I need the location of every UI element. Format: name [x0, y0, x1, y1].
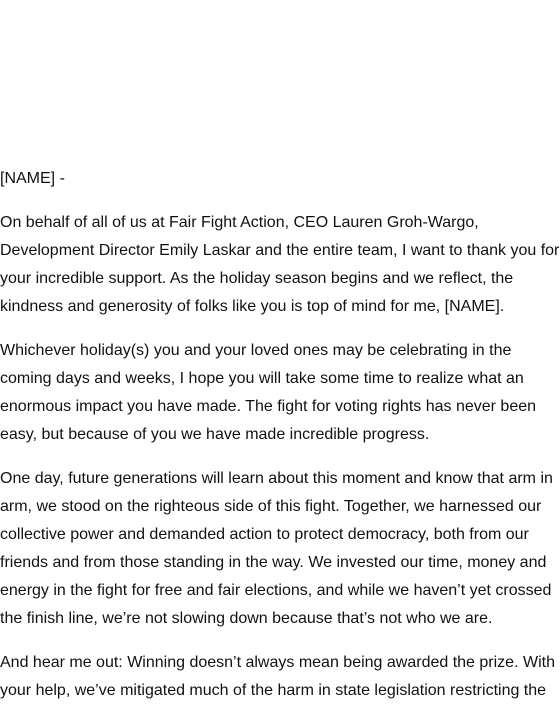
paragraph-holidays: Whichever holiday(s) you and your loved ones may be celebrating in the coming days and weeks, I hope you will take some time to realize what an enormous impact you have made. The fight for voting rights has never been easy, but because of you we have made incredible progress. — [0, 342, 537, 443]
paragraph-winning: And hear me out: Winning doesn’t always mean being awarded the prize. With your help, we’ve mitigated much of the harm in state legislation restricting the — [0, 654, 555, 699]
email-body — [0, 165, 560, 721]
paragraph-thanks: On behalf of all of us at Fair Fight Action, CEO Lauren Groh-Wargo, Development Director Emily Laskar and the entire team, I want to thank you for your incredible support. As the holiday season begins and we reflect, the kindness and generosity of folks like you is top of mind for me, [NAME]. — [0, 214, 560, 315]
paragraph-future: One day, future generations will learn about this moment and know that arm in arm, we stood on the righteous side of this fight. Together, we harnessed our collective power and demanded action to protect democracy, both from our friends and from those standing in the way. We invested our time, money and energy in the fight for free and fair elections, and while we haven’t yet crossed the finish line, we’re not slowing down because that’s not who we are. — [0, 470, 553, 627]
greeting: [NAME] - — [0, 170, 65, 187]
